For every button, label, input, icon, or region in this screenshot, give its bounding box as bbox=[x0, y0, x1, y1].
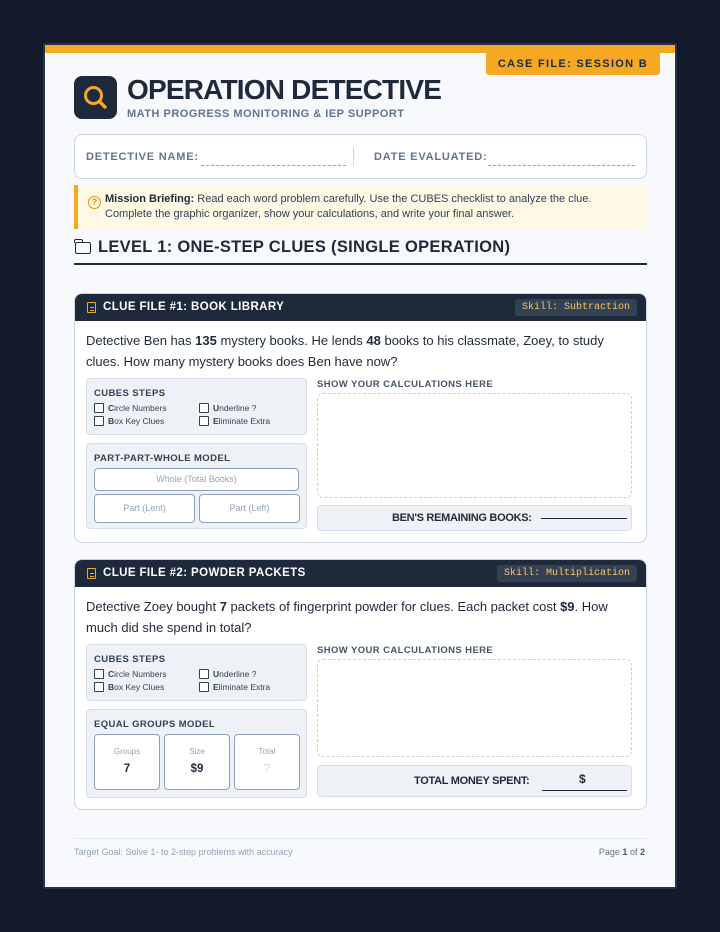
clue-card-1 bbox=[74, 293, 647, 543]
clue-title: CLUE FILE #1: BOOK LIBRARY bbox=[103, 301, 285, 313]
divider bbox=[353, 147, 354, 166]
magnifying-glass-icon bbox=[74, 76, 117, 119]
answer-line[interactable] bbox=[542, 790, 627, 791]
student-info-box bbox=[74, 134, 647, 179]
document-icon bbox=[87, 568, 96, 579]
model-label: PART-PART-WHOLE MODEL bbox=[94, 453, 231, 464]
date-evaluated-field[interactable] bbox=[488, 165, 635, 166]
accent-strip bbox=[45, 45, 675, 53]
word-problem: Detective Zoey bought 7 packets of fingerprint powder for clues. Each packet cost $9. How much did she spend in total? bbox=[86, 599, 608, 635]
cubes-checkbox-e[interactable]: Eliminate Extra bbox=[199, 682, 270, 692]
page-subtitle: MATH PROGRESS MONITORING & IEP SUPPORT bbox=[127, 108, 405, 120]
cubes-checkbox-c[interactable]: Circle Numbers bbox=[94, 669, 167, 679]
total-box[interactable]: Total ? bbox=[234, 734, 300, 790]
clue-card-2 bbox=[74, 559, 647, 810]
answer-label: BEN'S REMAINING BOOKS: bbox=[392, 512, 532, 524]
cubes-checkbox-c[interactable]: Circle Numbers bbox=[94, 403, 167, 413]
page-title: OPERATION DETECTIVE bbox=[127, 74, 442, 105]
part-left-box[interactable]: Part (Left) bbox=[199, 494, 300, 523]
skill-badge: Skill: Subtraction bbox=[515, 299, 637, 316]
answer-box bbox=[317, 765, 632, 797]
document-icon bbox=[87, 302, 96, 313]
answer-label: TOTAL MONEY SPENT: bbox=[414, 775, 530, 787]
briefing-text bbox=[105, 192, 635, 221]
cubes-checkbox-b[interactable]: Box Key Clues bbox=[94, 416, 164, 426]
clue-title: CLUE FILE #2: POWDER PACKETS bbox=[103, 567, 306, 579]
model-label: EQUAL GROUPS MODEL bbox=[94, 719, 216, 730]
cubes-checkbox-u[interactable]: Underline ? bbox=[199, 403, 256, 413]
clue-header bbox=[75, 294, 646, 321]
calculations-label: SHOW YOUR CALCULATIONS HERE bbox=[317, 379, 494, 390]
level-heading bbox=[74, 235, 647, 265]
case-file-tag: CASE FILE: SESSION B bbox=[486, 53, 660, 75]
calculations-area[interactable] bbox=[317, 393, 632, 498]
target-goal: Target Goal: Solve 1- to 2-step problems with accuracy bbox=[74, 847, 293, 857]
worksheet-page bbox=[43, 43, 677, 889]
calculations-label: SHOW YOUR CALCULATIONS HERE bbox=[317, 645, 494, 656]
calculations-area[interactable] bbox=[317, 659, 632, 757]
briefing-body: Read each word problem carefully. Use the CUBES checklist to analyze the clue. Complete the graphic organizer, show your calculations, and write your final answer. bbox=[105, 193, 592, 220]
whole-box[interactable]: Whole (Total Books) bbox=[94, 468, 299, 491]
level-title: LEVEL 1: ONE-STEP CLUES (SINGLE OPERATION) bbox=[98, 238, 511, 256]
folder-icon bbox=[75, 242, 91, 254]
part-lent-box[interactable]: Part (Lent) bbox=[94, 494, 195, 523]
cubes-checkbox-b[interactable]: Box Key Clues bbox=[94, 682, 164, 692]
briefing-label: Mission Briefing: bbox=[105, 193, 195, 205]
answer-box bbox=[317, 505, 632, 531]
part-part-whole-panel bbox=[86, 443, 307, 529]
clue-header bbox=[75, 560, 646, 587]
cubes-checkbox-e[interactable]: Eliminate Extra bbox=[199, 416, 270, 426]
cubes-checkbox-u[interactable]: Underline ? bbox=[199, 669, 256, 679]
cubes-label: CUBES STEPS bbox=[94, 654, 166, 665]
dollar-sign: $ bbox=[579, 772, 586, 786]
equal-groups-panel bbox=[86, 709, 307, 798]
answer-line[interactable] bbox=[541, 518, 627, 519]
detective-name-label: DETECTIVE NAME: bbox=[86, 151, 199, 163]
skill-badge: Skill: Multiplication bbox=[497, 565, 637, 582]
groups-box[interactable]: Groups 7 bbox=[94, 734, 160, 790]
page-number: Page 1 of 2 bbox=[598, 847, 645, 857]
date-evaluated-label: DATE EVALUATED: bbox=[374, 151, 488, 163]
size-box[interactable]: Size $9 bbox=[164, 734, 230, 790]
mission-briefing bbox=[74, 185, 647, 229]
footer-divider bbox=[74, 838, 647, 839]
detective-name-field[interactable] bbox=[201, 165, 346, 166]
cubes-label: CUBES STEPS bbox=[94, 388, 166, 399]
cubes-panel bbox=[86, 378, 307, 435]
cubes-panel bbox=[86, 644, 307, 701]
word-problem: Detective Ben has 135 mystery books. He lends 48 books to his classmate, Zoey, to study clues. How many mystery books does Ben have now? bbox=[86, 333, 604, 369]
help-icon: ? bbox=[88, 196, 101, 209]
